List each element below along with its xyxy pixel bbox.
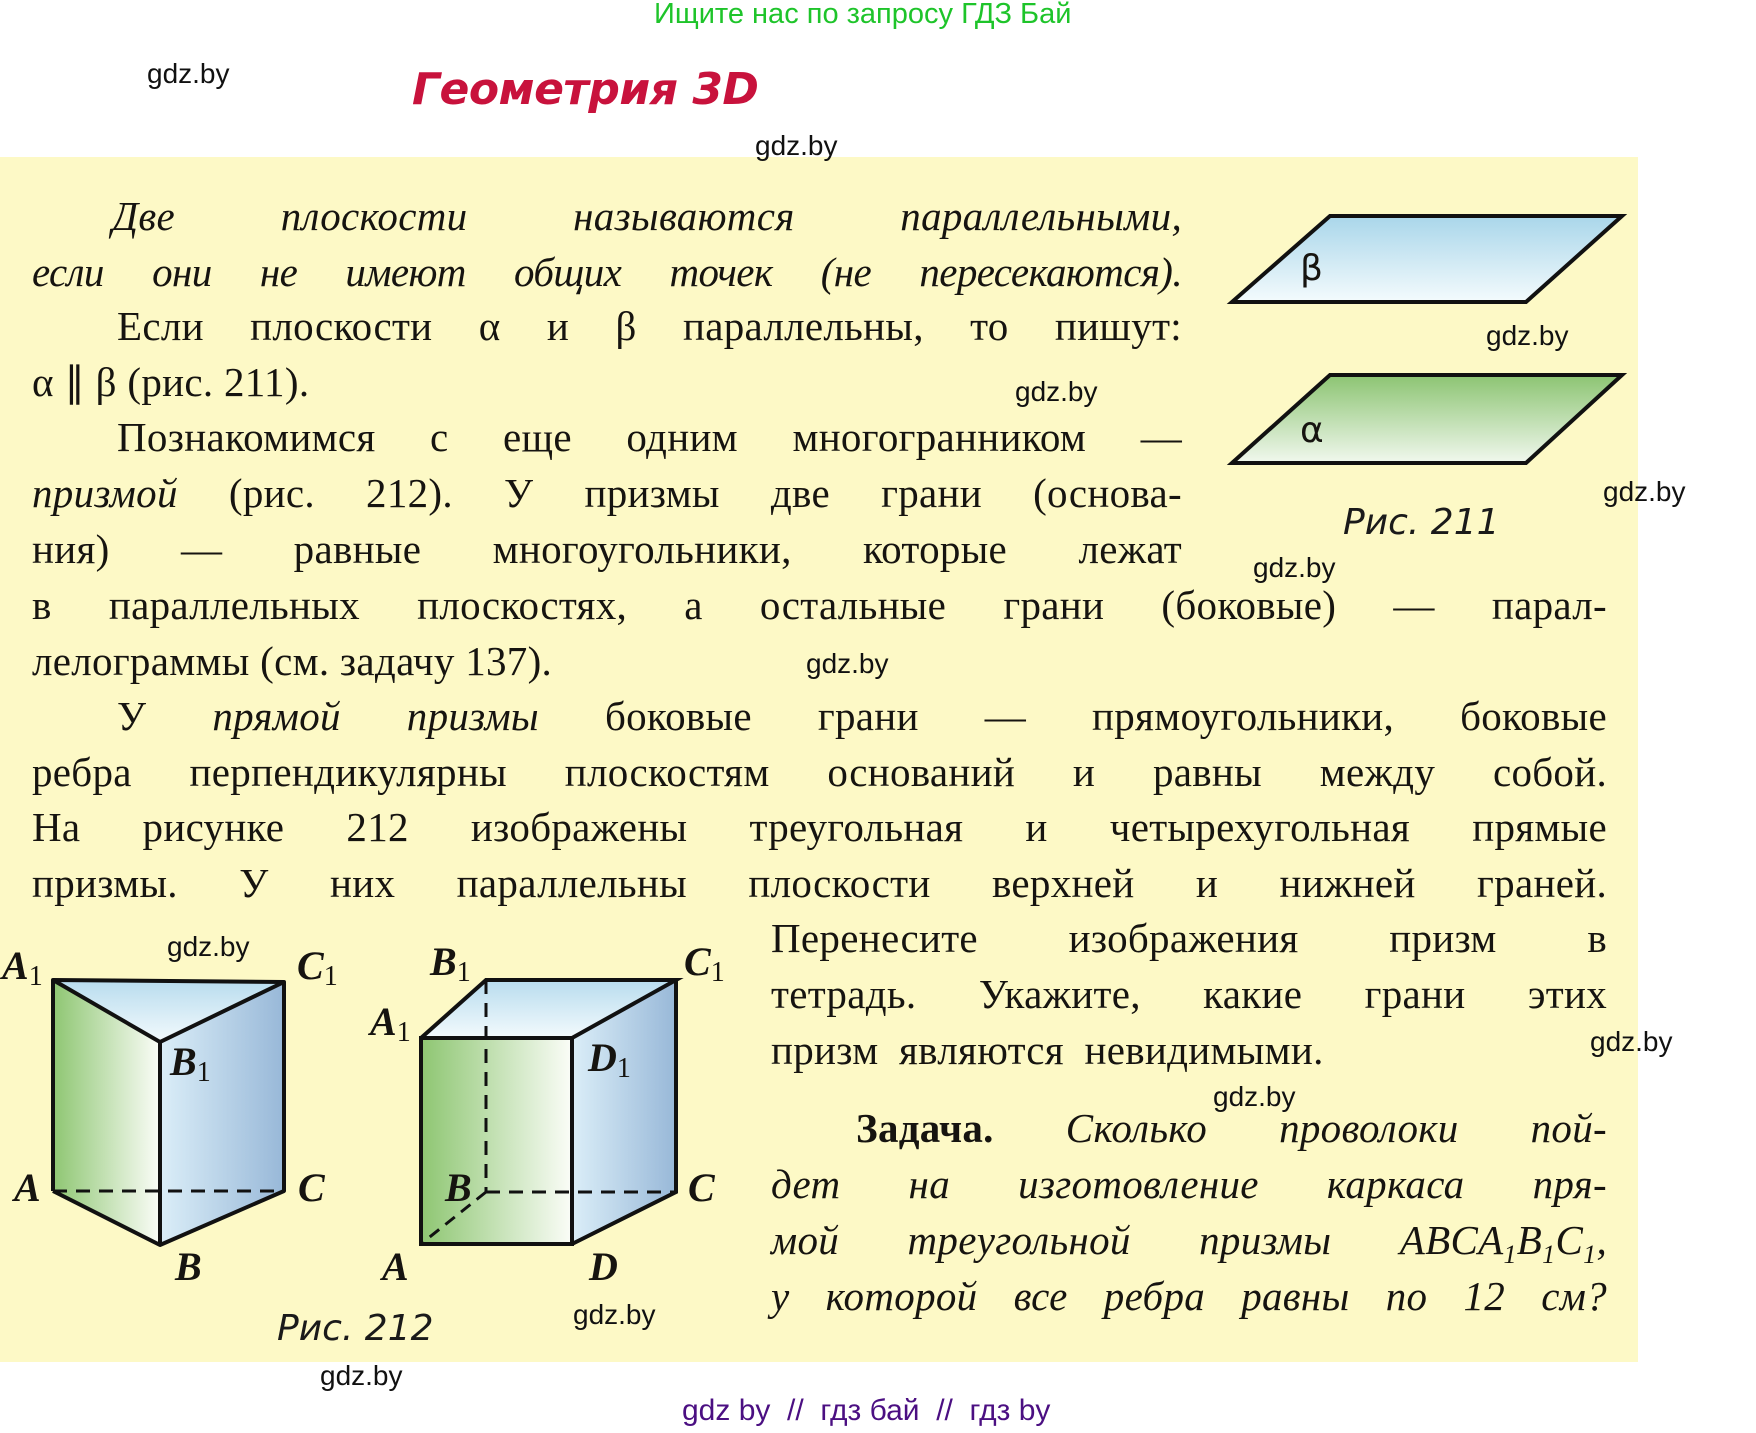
plane-alpha-label: α [1300,410,1324,451]
text-line: лелограммы (см. задачу 137). [32,638,553,684]
watermark: gdz.by [573,1299,656,1330]
task-text: дет на изготовление каркаса пря- [771,1161,1607,1207]
text-line: ребра перпендикулярны плоскостям оснований и равны между собой. [32,749,1607,795]
text-line: α ∥ β (рис. 211). [32,359,310,405]
task-text-part: мой треугольной призмы ABCA [771,1217,1504,1263]
text-span: боковые грани — прямоугольники, боковые [538,693,1607,739]
watermark: gdz.by [1603,476,1686,507]
vertex-label-D1: $D_1$ [588,1035,631,1084]
task-text: Сколько проволоки пой- [993,1105,1607,1151]
task-label: Задача. [856,1105,994,1151]
task-text-part: , [1596,1217,1607,1263]
text-line: в параллельных плоскостях, а остальные грани (боковые) — парал- [32,582,1607,628]
watermark: gdz.by [806,648,889,679]
footer-links: gdz by // гдз бай // гдз by [682,1394,1051,1427]
text-line: На рисунке 212 изображены треугольная и четырехугольная прямые [32,804,1607,850]
plane-alpha [1232,375,1622,463]
task-text: у которой все ребра равны по 12 см? [771,1273,1607,1319]
watermark: gdz.by [1253,552,1336,583]
term-prism: призмой [32,470,178,516]
text-line: тетрадь. Укажите, какие грани этих [771,971,1607,1017]
vertex-label-C1: $C_1$ [684,939,725,988]
vertex-label-B: B [445,1165,472,1210]
search-hint: Ищите нас по запросу ГДЗ Бай [654,0,1072,30]
definition-text: если они не имеют общих точек (не пересекаются). [32,249,1182,295]
watermark: gdz.by [147,58,230,89]
task-text-part: C [1555,1217,1584,1263]
vertex-label-A: A [14,1165,41,1210]
text-line: Перенесите изображения призм в [771,915,1607,961]
vertex-label-A: A [382,1244,409,1289]
text-span: (рис. 212). У призмы две грани (основа- [177,470,1182,516]
watermark: gdz.by [1015,376,1098,407]
text-span: У [117,693,213,739]
text-line: ния) — равные многоугольники, которые лежат [32,526,1182,572]
plane-beta [1232,216,1622,302]
subscript: 1 [1542,1240,1556,1270]
figure-212-caption: Рис. 212 [277,1308,434,1349]
task-text-part: B [1516,1217,1543,1263]
vertex-label-A1: $A_1$ [2,943,43,992]
watermark: gdz.by [320,1360,403,1391]
vertex-label-A1: $A_1$ [370,999,411,1048]
vertex-label-C: C [688,1165,715,1210]
vertex-label-B1: $B_1$ [170,1039,211,1088]
subscript: 1 [1503,1240,1517,1270]
definition-text: Две плоскости называются параллельными, [112,193,1182,239]
watermark: gdz.by [167,931,250,962]
term-right-prism: прямой призмы [212,693,539,739]
text-line: Познакомимся с еще одним многогранником — [117,414,1182,460]
subscript: 1 [1583,1240,1597,1270]
watermark: gdz.by [1590,1026,1673,1057]
watermark: gdz.by [1213,1081,1296,1112]
watermark: gdz.by [1486,320,1569,351]
vertex-label-C: C [298,1165,325,1210]
plane-beta-label: β [1300,248,1323,289]
vertex-label-C1: $C_1$ [297,943,338,992]
text-line: Если плоскости α и β параллельны, то пишут: [117,303,1182,349]
figure-211-caption: Рис. 211 [1343,502,1500,543]
watermark: gdz.by [755,130,838,161]
vertex-label-D: D [589,1244,618,1289]
triangular-prism [53,980,284,1245]
vertex-label-B: B [175,1244,202,1289]
page-title: Геометрия 3D [412,64,759,115]
text-line: призм являются невидимыми. [771,1027,1324,1073]
vertex-label-B1: $B_1$ [430,939,471,988]
text-line: призмы. У них параллельны плоскости верхней и нижней граней. [32,860,1607,906]
